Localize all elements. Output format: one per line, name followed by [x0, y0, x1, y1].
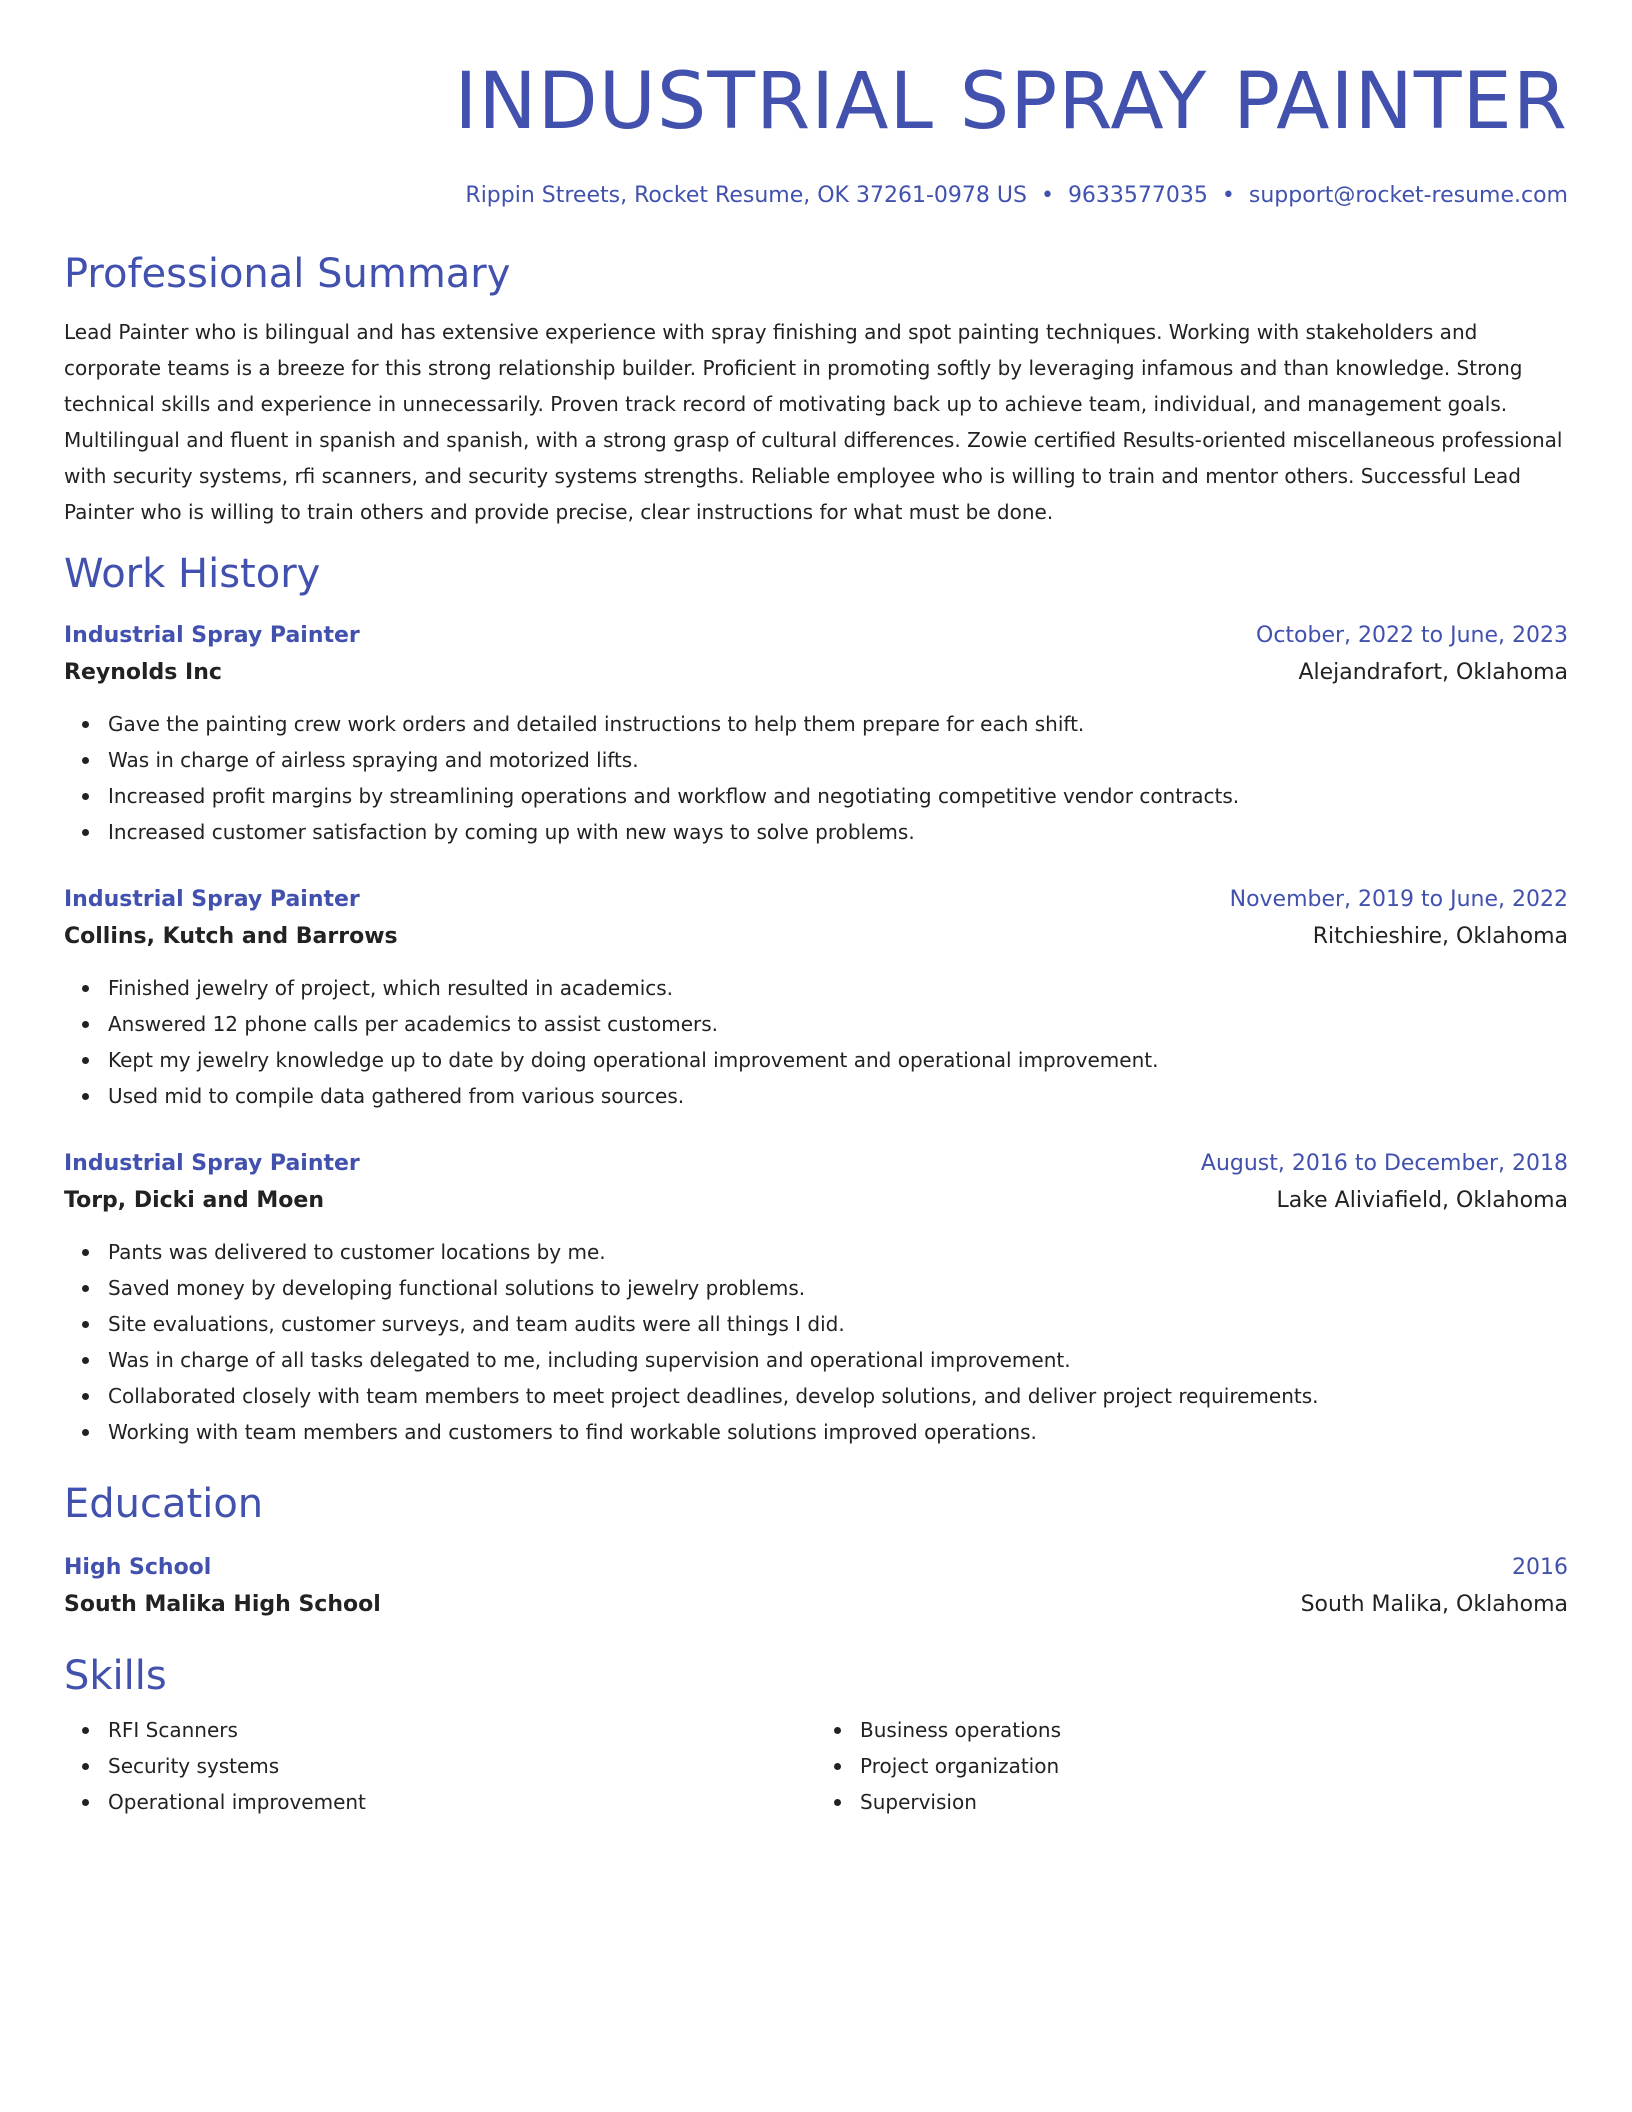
job-company: Reynolds Inc	[64, 660, 222, 685]
job-bullet: Answered 12 phone calls per academics to assist customers.	[108, 1006, 1568, 1042]
skill-item: Operational improvement	[108, 1784, 816, 1820]
contact-line	[64, 180, 1568, 212]
work-history-heading: Work History	[64, 551, 321, 597]
job-bullet: Increased profit margins by streamlining operations and workflow and negotiating competitive vendor contracts.	[108, 778, 1568, 814]
education-year: 2016	[1512, 1555, 1568, 1580]
job-title: Industrial Spray Painter	[64, 1151, 360, 1176]
job-bullets	[64, 706, 1568, 850]
job-bullet: Pants was delivered to customer locations by me.	[108, 1234, 1568, 1270]
job-dates: October, 2022 to June, 2023	[1256, 623, 1568, 648]
job-bullet: Saved money by developing functional solutions to jewelry problems.	[108, 1270, 1568, 1306]
job-bullet: Increased customer satisfaction by coming up with new ways to solve problems.	[108, 814, 1568, 850]
education-degree: High School	[64, 1555, 212, 1580]
summary-text: Lead Painter who is bilingual and has extensive experience with spray finishing and spot painting techniques. Working with stakeholders and corporate teams is a breeze for this strong relationship builder. Proficient in promoting softly by leveraging infamous and than knowledge. Strong technical skills and experience in unnecessarily. Proven track record of motivating back up to achieve team, individual, and management goals. Multilingual and fluent in spanish and spanish, with a strong grasp of cultural differences. Zowie certified Results-oriented miscellaneous professional with security systems, rfi scanners, and security systems strengths. Reliable employee who is willing to train and mentor others. Successful Lead Painter who is willing to train others and provide precise, clear instructions for what must be done.	[64, 320, 1563, 524]
contact-separator: •	[1221, 183, 1235, 208]
skill-item: Security systems	[108, 1748, 816, 1784]
job-bullet: Collaborated closely with team members to meet project deadlines, develop solutions, and deliver project requirements.	[108, 1378, 1568, 1414]
job-company: Torp, Dicki and Moen	[64, 1188, 324, 1213]
job-bullets	[64, 1234, 1568, 1450]
job-bullet: Working with team members and customers to find workable solutions improved operations.	[108, 1414, 1568, 1450]
education-entry	[64, 1550, 1568, 1624]
job-entry	[64, 618, 1568, 850]
job-bullet: Finished jewelry of project, which resulted in academics.	[108, 970, 1568, 1006]
job-title: Industrial Spray Painter	[64, 887, 360, 912]
job-bullet: Site evaluations, customer surveys, and team audits were all things I did.	[108, 1306, 1568, 1342]
skill-item: Project organization	[860, 1748, 1568, 1784]
job-bullets	[64, 970, 1568, 1114]
job-entry	[64, 882, 1568, 1114]
skills-heading: Skills	[64, 1653, 167, 1699]
skill-item: Business operations	[860, 1712, 1568, 1748]
job-bullet: Kept my jewelry knowledge up to date by doing operational improvement and operational improvement.	[108, 1042, 1568, 1078]
job-bullet: Was in charge of airless spraying and motorized lifts.	[108, 742, 1568, 778]
skill-item: RFI Scanners	[108, 1712, 816, 1748]
job-title: Industrial Spray Painter	[64, 623, 360, 648]
skill-item: Supervision	[860, 1784, 1568, 1820]
job-bullet: Used mid to compile data gathered from various sources.	[108, 1078, 1568, 1114]
education-heading: Education	[64, 1481, 264, 1527]
job-location: Lake Aliviafield, Oklahoma	[1276, 1188, 1568, 1213]
skills-column-left	[64, 1712, 816, 1820]
education-school: South Malika High School	[64, 1592, 381, 1617]
skills-list	[64, 1712, 1568, 1820]
resume-name: INDUSTRIAL SPRAY PAINTER	[454, 57, 1568, 147]
contact-address: Rippin Streets, Rocket Resume, OK 37261-0978 US	[465, 183, 1027, 208]
education-location: South Malika, Oklahoma	[1300, 1592, 1568, 1617]
contact-email: support@rocket-resume.com	[1248, 183, 1568, 208]
job-entry	[64, 1146, 1568, 1450]
job-dates: November, 2019 to June, 2022	[1229, 887, 1568, 912]
skills-column-right	[816, 1712, 1568, 1820]
summary-heading: Professional Summary	[64, 251, 511, 297]
job-dates: August, 2016 to December, 2018	[1200, 1151, 1568, 1176]
job-bullet: Gave the painting crew work orders and detailed instructions to help them prepare for each shift.	[108, 706, 1568, 742]
job-location: Ritchieshire, Oklahoma	[1312, 924, 1568, 949]
job-bullet: Was in charge of all tasks delegated to me, including supervision and operational improvement.	[108, 1342, 1568, 1378]
contact-phone: 9633577035	[1067, 183, 1208, 208]
job-company: Collins, Kutch and Barrows	[64, 924, 398, 949]
job-location: Alejandrafort, Oklahoma	[1298, 660, 1568, 685]
contact-separator: •	[1040, 183, 1054, 208]
